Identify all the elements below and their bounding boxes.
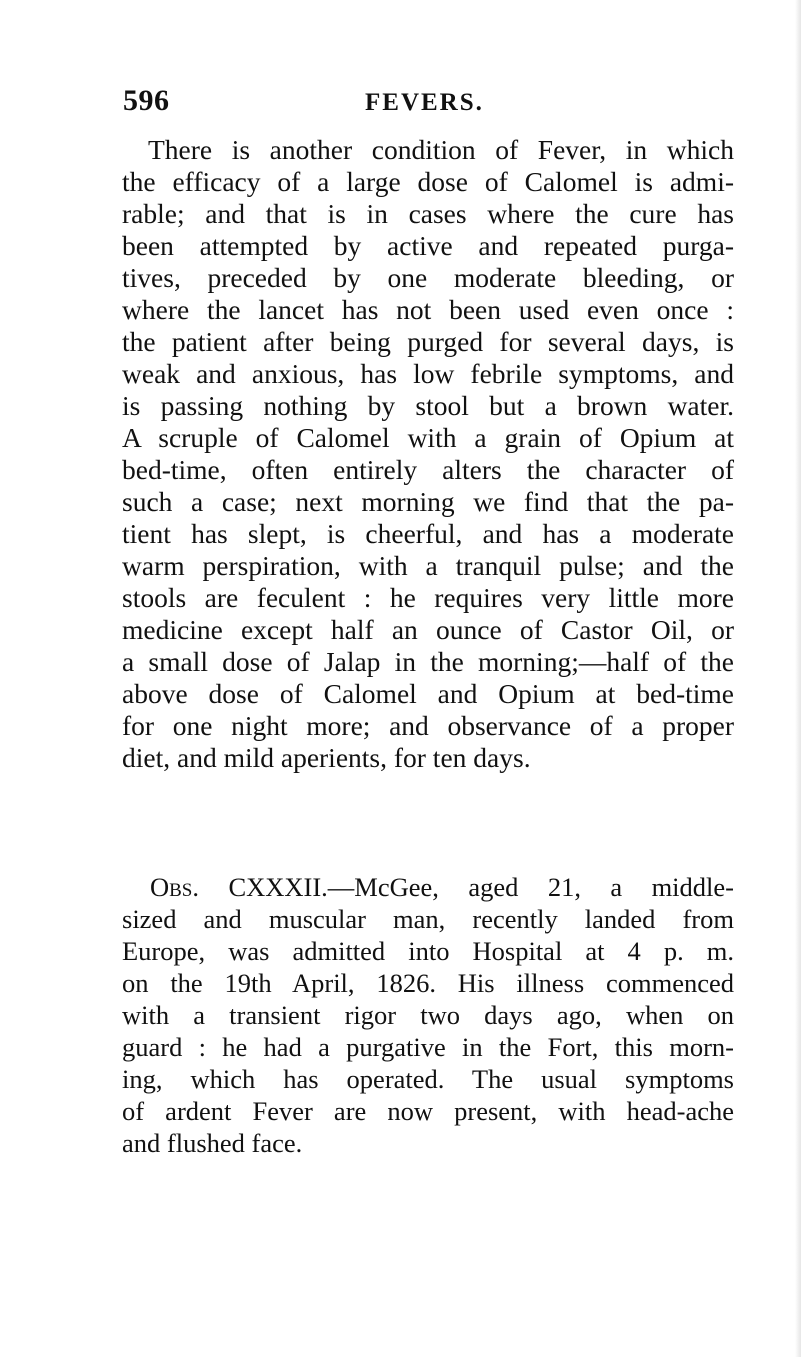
paragraph-calomel-efficacy — [122, 134, 734, 774]
text-line: for one night more; and observance of a proper — [122, 710, 734, 741]
text-line: rable; and that is in cases where the cure has — [122, 198, 734, 229]
page-edge-shadow — [795, 0, 801, 1357]
text-line: tient has slept, is cheerful, and has a moderate — [122, 518, 734, 549]
text-line: the patient after being purged for several days, is — [122, 326, 734, 357]
text-line: diet, and mild aperients, for ten days. — [122, 742, 531, 773]
text-line: such a case; next morning we find that the pa- — [122, 486, 734, 517]
text-line: tives, preceded by one moderate bleeding, or — [122, 262, 734, 293]
text-line: stools are feculent : he requires very little more — [122, 582, 734, 613]
paragraph-observation-cxxxii — [122, 871, 734, 1159]
text-line: sized and muscular man, recently landed from — [122, 904, 734, 934]
text-line: on the 19th April, 1826. His illness commenced — [122, 968, 734, 998]
text-line — [122, 871, 734, 903]
text-line: guard : he had a purgative in the Fort, this morn- — [122, 1032, 734, 1062]
text-line: is passing nothing by stool but a brown water. — [122, 390, 734, 421]
text-line: a small dose of Jalap in the morning;—half of the — [122, 646, 734, 677]
text-line: medicine except half an ounce of Castor Oil, or — [122, 614, 734, 645]
text-line: and flushed face. — [122, 1128, 303, 1158]
page-number: 596 — [123, 84, 170, 117]
text-line: above dose of Calomel and Opium at bed-time — [122, 678, 734, 709]
obs-first-line-text: CXXXII.—McGee, aged 21, a middle- — [199, 872, 734, 902]
text-line: the efficacy of a large dose of Calomel is admi- — [122, 166, 734, 197]
text-line: with a transient rigor two days ago, when on — [122, 1000, 734, 1030]
text-line: weak and anxious, has low febrile symptoms, and — [122, 358, 734, 389]
running-head: FEVERS. — [365, 89, 484, 116]
text-line: Europe, was admitted into Hospital at 4 p. m. — [122, 936, 734, 966]
text-line: There is another condition of Fever, in which — [148, 134, 734, 165]
text-line: where the lancet has not been used even once : — [122, 294, 734, 325]
text-line: ing, which has operated. The usual symptoms — [122, 1064, 734, 1094]
text-line: bed-time, often entirely alters the character of — [122, 454, 734, 485]
page-header — [0, 78, 801, 128]
obs-label: Obs. — [150, 872, 200, 902]
text-line: A scruple of Calomel with a grain of Opium at — [122, 422, 734, 453]
text-line: been attempted by active and repeated purga- — [122, 230, 734, 261]
text-line: of ardent Fever are now present, with head-ache — [122, 1096, 734, 1126]
text-line: warm perspiration, with a tranquil pulse; and the — [122, 550, 734, 581]
